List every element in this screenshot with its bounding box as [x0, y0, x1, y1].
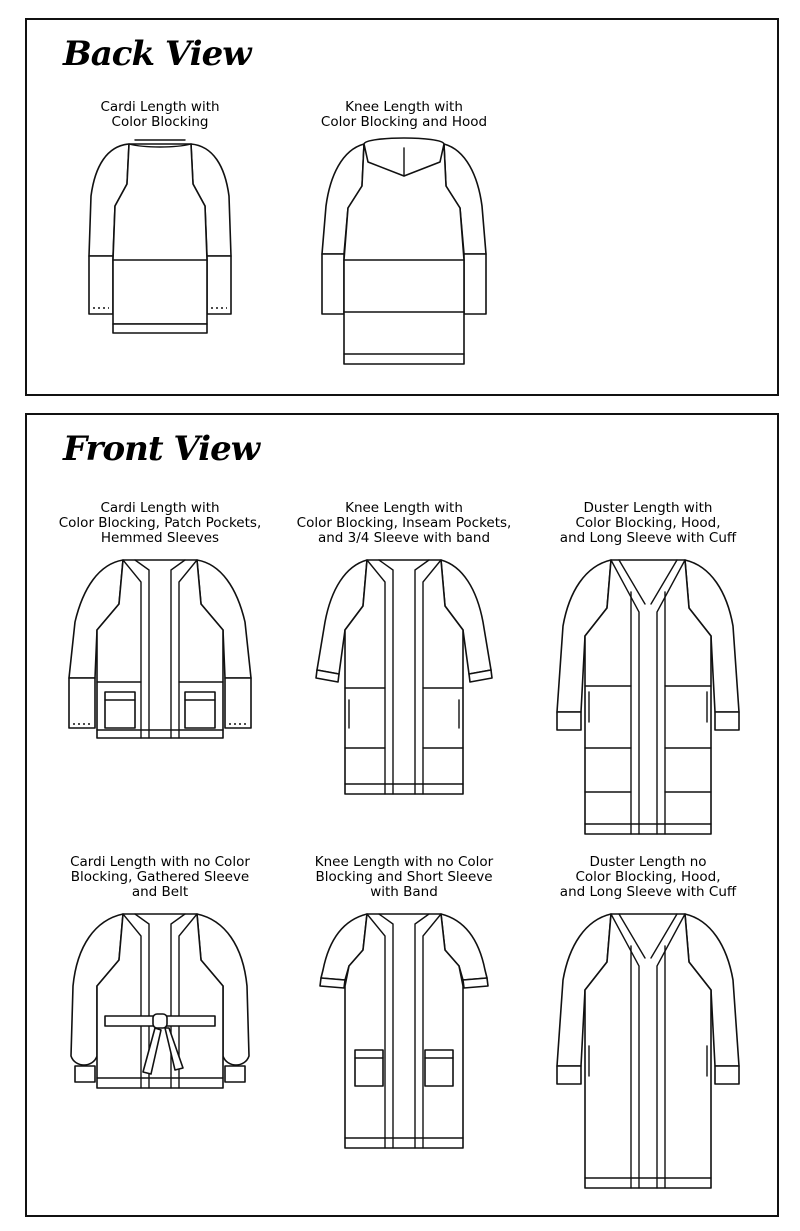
front-duster-plain-illustration — [553, 906, 743, 1196]
front-cardi-belt-illustration — [65, 906, 255, 1096]
front-view-heading: Front View — [63, 429, 259, 469]
front-knee-short-sleeve-illustration — [309, 906, 499, 1156]
caption: Knee Length with Color Blocking and Hood — [320, 99, 488, 130]
caption: Duster Length with Color Blocking, Hood, and Long Sleeve with Cuff — [559, 500, 737, 546]
front-duster-hood-cuff — [528, 501, 768, 842]
caption: Cardi Length with Color Blocking, Patch Pockets, Hemmed Sleeves — [58, 500, 262, 546]
back-cardi-illustration — [85, 136, 235, 336]
front-duster-illustration — [553, 552, 743, 842]
front-cardi-illustration — [65, 552, 255, 747]
back-cardi-colorblock — [40, 100, 280, 336]
front-duster-no-colorblock — [528, 855, 768, 1196]
front-cardi-patch-pockets — [40, 501, 280, 747]
caption: Cardi Length with no Color Blocking, Gathered Sleeve and Belt — [70, 854, 250, 900]
front-view-panel — [25, 413, 779, 1217]
front-cardi-gathered-belt — [40, 855, 280, 1096]
back-knee-colorblock-hood — [284, 100, 524, 376]
back-knee-illustration — [314, 136, 494, 376]
caption: Knee Length with no Color Blocking and Short Sleeve with Band — [314, 854, 494, 900]
caption: Cardi Length with Color Blocking — [100, 99, 220, 130]
back-view-heading: Back View — [63, 34, 251, 74]
front-knee-short-sleeve — [284, 855, 524, 1156]
front-knee-inseam-pockets — [284, 501, 524, 802]
caption: Knee Length with Color Blocking, Inseam Pockets, and 3/4 Sleeve with band — [296, 500, 512, 546]
front-knee-illustration — [309, 552, 499, 802]
back-view-panel — [25, 18, 779, 396]
caption: Duster Length no Color Blocking, Hood, and Long Sleeve with Cuff — [559, 854, 737, 900]
